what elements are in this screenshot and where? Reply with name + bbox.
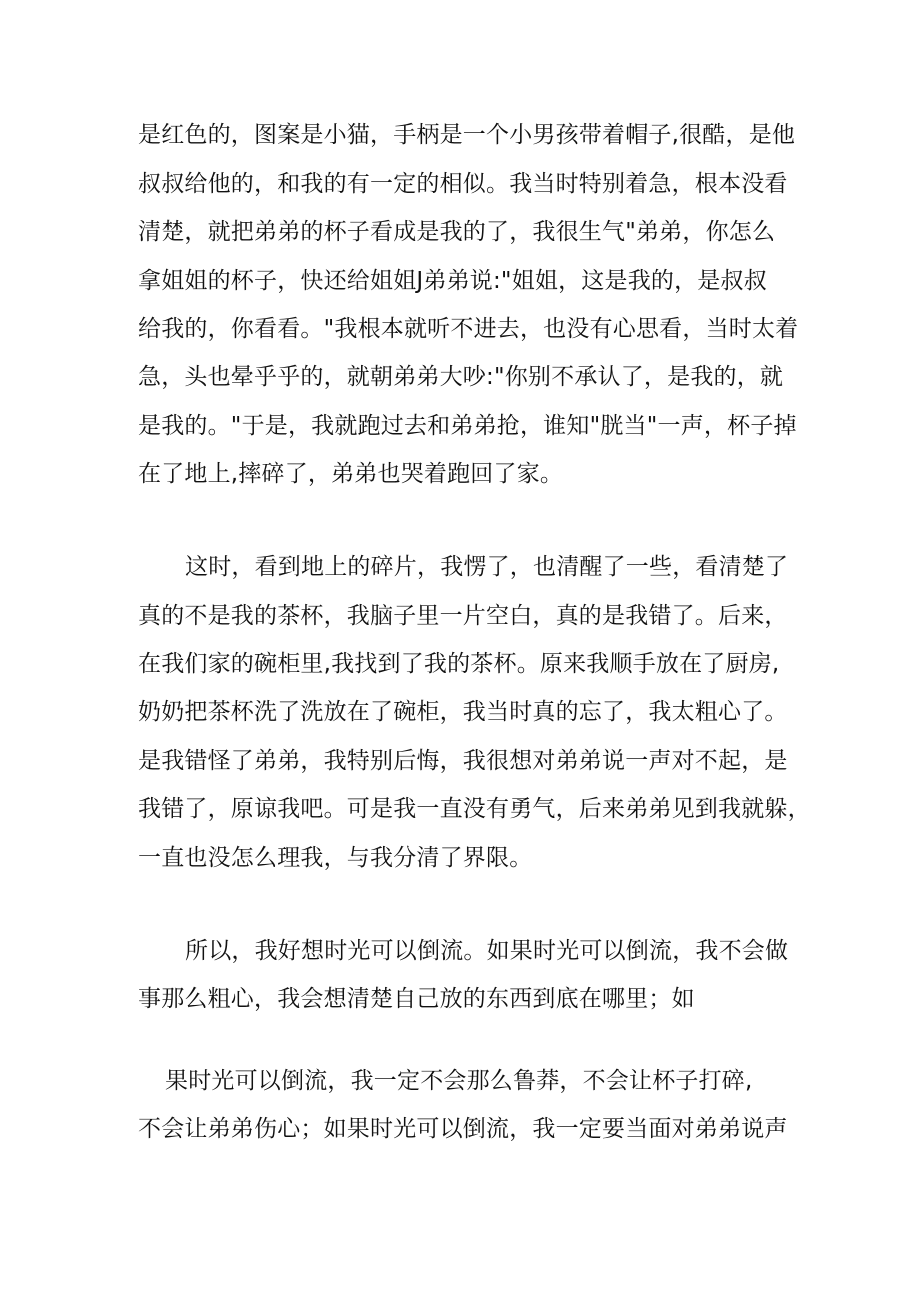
text-line: 在了地上,摔碎了，弟弟也哭着跑回了家。	[138, 461, 564, 487]
text-line: 我错了，原谅我吧。可是我一直没有勇气，后来弟弟见到我就躲，	[138, 796, 811, 822]
text-line: 叔叔给他的，和我的有一定的相似。我当时特别着急，根本没看	[138, 171, 788, 197]
text-line: 奶奶把茶杯洗了洗放在了碗柜，我当时真的忘了，我太粗心了。	[138, 699, 788, 725]
text-line: 所以，我好想时光可以倒流。如果时光可以倒流，我不会做	[185, 938, 789, 964]
text-line: 一直也没怎么理我，与我分清了界限。	[138, 845, 533, 871]
text-line: 急，头也晕乎乎的，就朝弟弟大吵:"你别不承认了，是我的，就	[138, 364, 784, 390]
text-line: 果时光可以倒流，我一定不会那么鲁莽，不会让杯子打碎,	[165, 1068, 753, 1094]
text-line: 清楚，就把弟弟的杯子看成是我的了，我很生气"弟弟，你怎么	[138, 219, 776, 245]
text-line: 不会让弟弟伤心；如果时光可以倒流，我一定要当面对弟弟说声	[138, 1116, 788, 1142]
text-line: 在我们家的碗柜里,我找到了我的茶杯。原来我顺手放在了厨房,	[138, 651, 780, 677]
text-line: 拿姐姐的杯子，快还给姐姐J弟弟说:"姐姐，这是我的，是叔叔	[138, 268, 767, 294]
text-line: 是我错怪了弟弟，我特别后悔，我很想对弟弟说一声对不起，是	[138, 748, 788, 774]
text-line: 事那么粗心，我会想清楚自己放的东西到底在哪里；如	[138, 986, 695, 1012]
text-line: 是红色的，图案是小猫，手柄是一个小男孩带着帽子,很酷，是他	[138, 122, 796, 148]
text-line: 是我的。"于是，我就跑过去和弟弟抢，谁知"胱当"一声，杯子掉	[138, 413, 797, 439]
text-line: 真的不是我的茶杯，我脑子里一片空白，真的是我错了。后来，	[138, 603, 788, 629]
text-line: 这时，看到地上的碎片，我愣了，也清醒了一些，看清楚了	[185, 554, 789, 580]
text-line: 给我的，你看看。"我根本就听不进去，也没有心思看，当时太着	[138, 316, 799, 342]
